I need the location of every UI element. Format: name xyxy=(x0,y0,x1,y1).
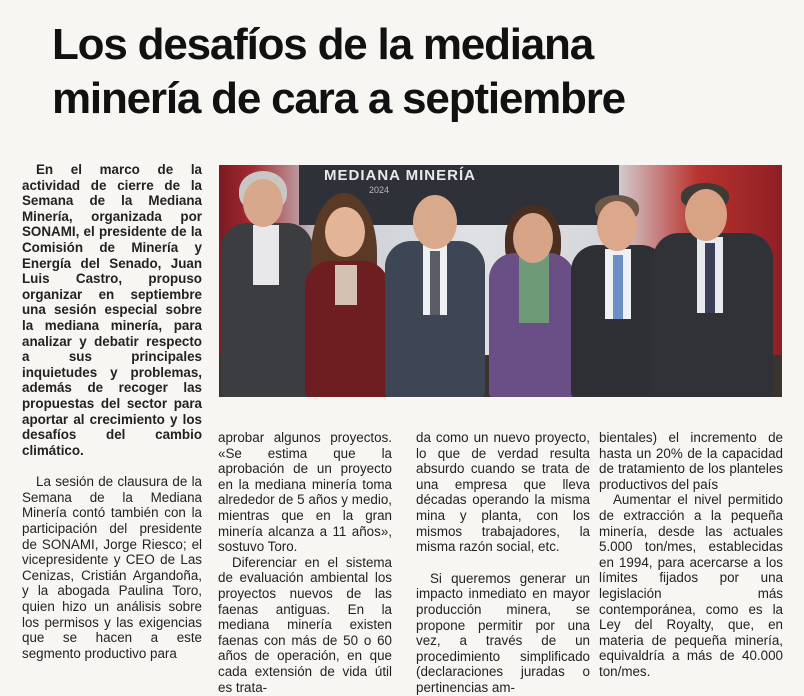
article-column-2 xyxy=(218,430,392,695)
headline xyxy=(52,18,772,126)
article-column-3 xyxy=(416,430,590,696)
article-column-4 xyxy=(599,430,783,680)
body-paragraph: Aumentar el nivel permitido de extracción a la pequeña minería, desde las actuales 5.000 ton/mes, establecidas en 1994, para acercarse a los límites fijados por una legislación más contemporánea, como es la Ley del Royalty, que, en materia de pequeña minería, equivaldría a más de 40.000 ton/mes. xyxy=(599,492,783,679)
photo-banner-title: MEDIANA MINERÍA xyxy=(324,167,476,184)
event-photo xyxy=(219,165,782,397)
body-paragraph: bientales) el incremento de hasta un 20% de la capacidad de tratamiento de los planteles productivos del país xyxy=(599,430,783,492)
photo-banner-year: 2024 xyxy=(369,185,390,195)
body-paragraph: La sesión de clausura de la Semana de la Mediana Minería contó también con la participación del presidente de SONAMI, Jorge Riesco; el vicepresidente y CEO de Las Cenizas, Cristián Argandoña, y la abogada Paulina Toro, quien hizo un análisis sobre los permisos y las exigencias que se hacen a este segmento productivo para xyxy=(22,474,202,661)
lead-paragraph: En el marco de la actividad de cierre de la Semana de la Mediana Minería, organizada por SONAMI, el presidente de la Comisión de Minería y Energía del Senado, Juan Luis Castro, propuso organizar en septiembre una sesión especial sobre la mediana minería, para analizar y debatir respecto a sus principales inquietudes y problemas, además de recoger las propuestas del sector para aportar al crecimiento y los desafíos del cambio climático. xyxy=(22,162,202,458)
body-paragraph: da como un nuevo proyecto, lo que de verdad resulta absurdo cuando se trata de una empresa que lleva décadas operando la misma mina y planta, con los mismos trabajadores, la misma razón social, etc. xyxy=(416,430,590,555)
headline-line-2: minería de cara a septiembre xyxy=(52,74,625,123)
headline-line-1: Los desafíos de la mediana xyxy=(52,20,593,69)
body-paragraph: Si queremos generar un impacto inmediato en mayor producción minera, se propone permitir por una vez, a través de un procedimiento simplificado (declaraciones juradas o pertinencias am- xyxy=(416,570,590,695)
article-column-1 xyxy=(22,162,202,661)
body-paragraph: aprobar algunos proyectos. «Se estima que la aprobación de un proyecto en la mediana minería toma alrededor de 5 años y medio, mientras que en la gran minería alcanza a 11 años», sostuvo Toro. xyxy=(218,430,392,555)
body-paragraph: Diferenciar en el sistema de evaluación ambiental los proyectos nuevos de las faenas antiguas. En la mediana minería existen faenas con más de 50 o 60 años de operación, en que cada extensión de vida útil es trata- xyxy=(218,554,392,695)
